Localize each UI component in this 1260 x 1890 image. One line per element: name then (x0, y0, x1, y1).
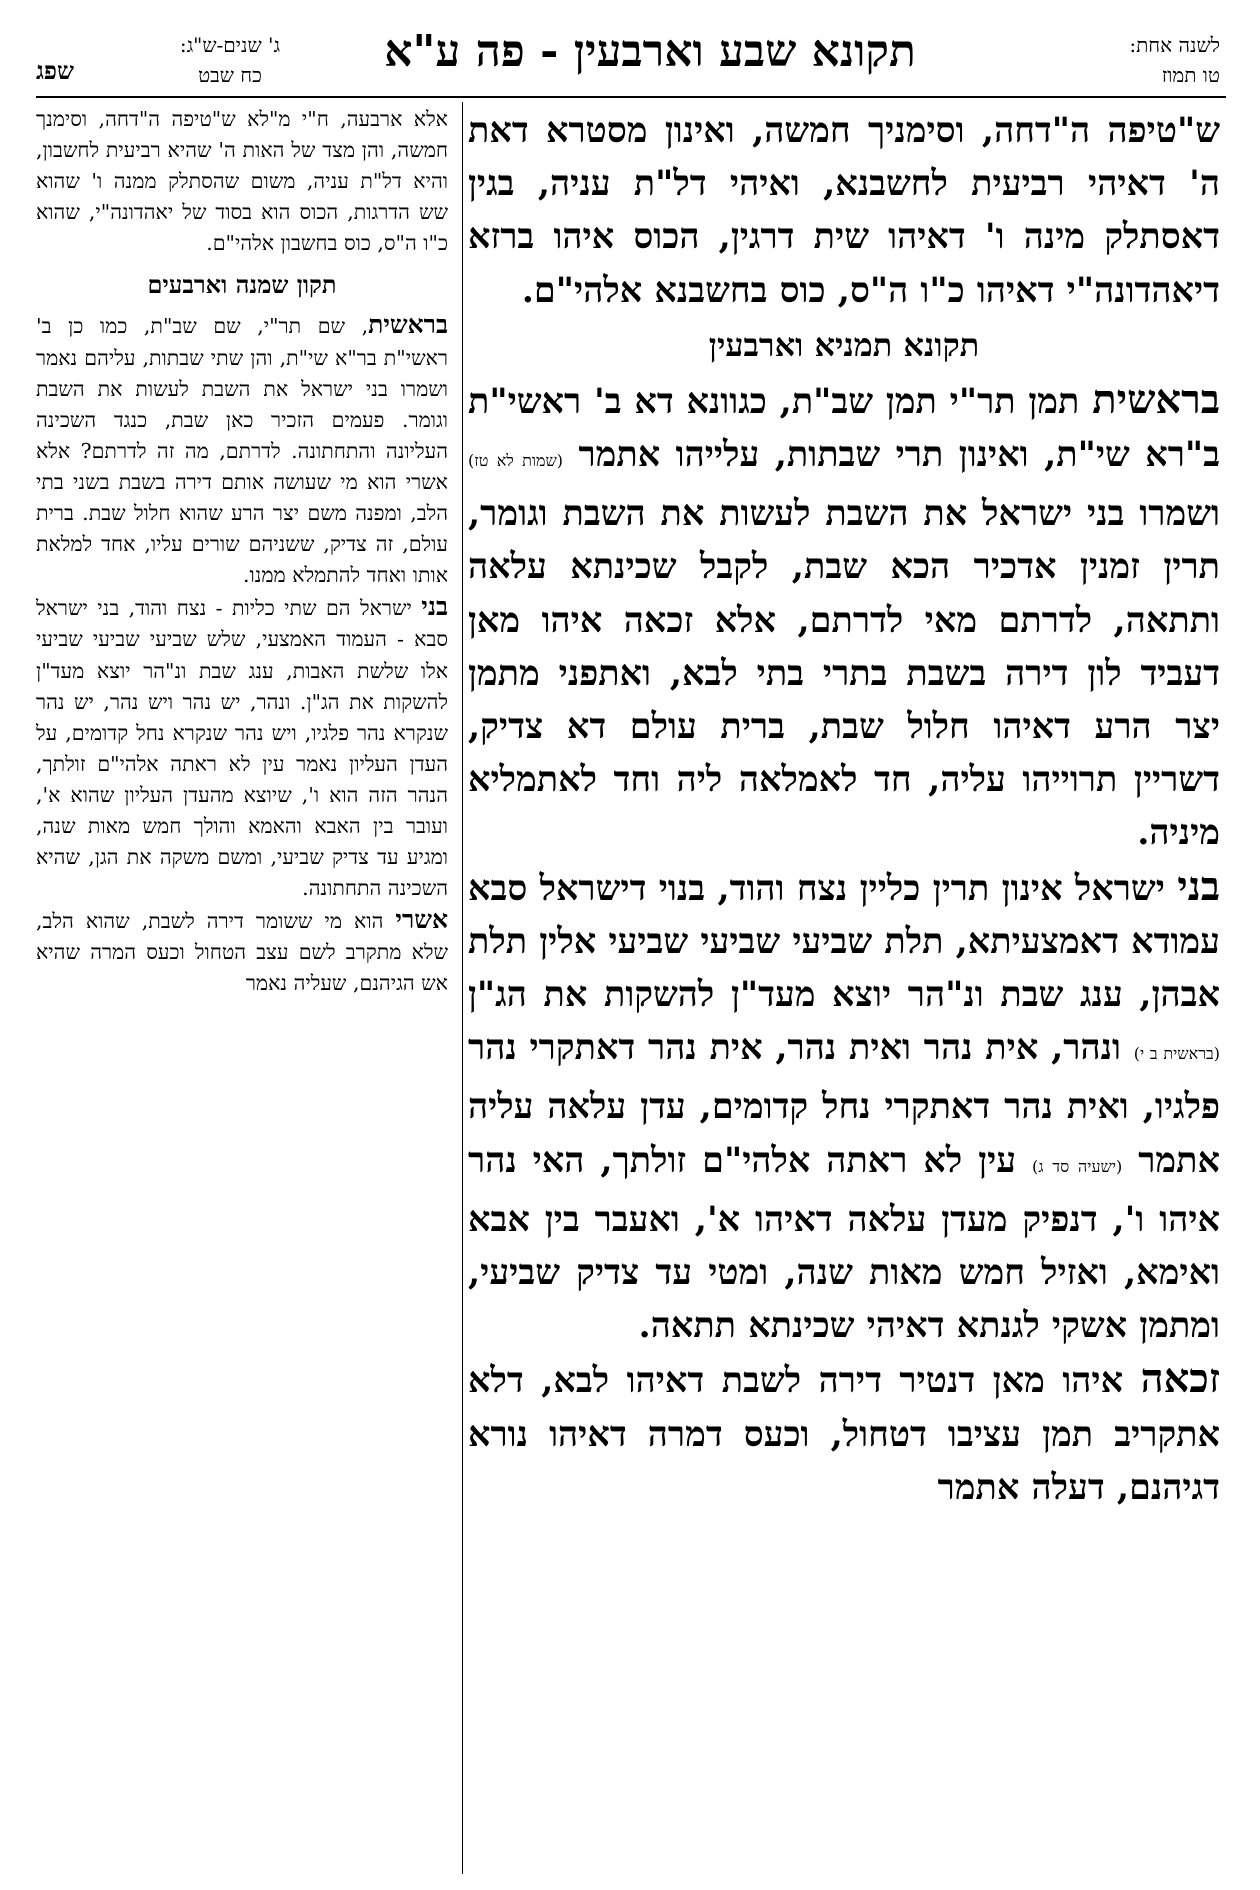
side-text-run: הוא מי ששומר דירה לשבת, שהוא הלב, שלא מתקרב לשם עצב הטחול וכעס המרה שהיא אש הגיהנם, שעליה נאמר (36, 909, 448, 996)
verse-reference: (ישעיה סד ג) (1032, 1156, 1123, 1176)
header-cycle-label: לשנה אחת: (1129, 33, 1220, 57)
side-paragraph (36, 309, 448, 591)
main-paragraph (468, 1352, 1220, 1514)
header-alt-cycle-label: ג' שנים-ש"ג: (179, 33, 281, 57)
side-lead-word: אשרי (395, 905, 448, 935)
side-paragraph: אלא ארבעה, ח"י מ"לא ש"טיפה ה"דחה, וסימנך חמשה, והן מצד של האות ה' שהיא רביעית לחשבון, והיא דל"ת עניה, משום שהסתלק ממנה ו' שהוא שש הדרגות, הכוס הוא בסוד של יאהדונה"י, שהוא כ"ו ה"ס, כוס בחשבון אלהי"ם. (36, 107, 448, 256)
header-alt-cycle-info (130, 30, 330, 90)
main-text-run: ונהר, אית נהר ואית נהר, אית נהר דאתקרי נהר פלגיו, ואית נהר דאתקרי נחל קדומים, עדן עלאה עליה אתמר (468, 1027, 1220, 1181)
main-lead-word: בני (1177, 862, 1220, 910)
main-text-run: איהו מאן דנטיר דירה לשבת דאיהו לבא, דלא אתקריב תמן עציבו דטחול, וכעס דמרה דאיהו נורא דגיהנם, דעלה אתמר (468, 1360, 1220, 1508)
side-lead-word: בראשית (368, 310, 448, 340)
side-paragraph (36, 904, 448, 999)
header-divider (36, 96, 1226, 98)
side-paragraph (36, 591, 448, 904)
verse-reference: (בראשית ב י) (1133, 1044, 1220, 1064)
side-lead-word: בני (421, 592, 448, 622)
side-text-run: ישראל הם שתי כליות - נצח והוד, בני ישראל סבא - העמוד האמצעי, שלש שביעי שביעי שביעי אלו שלשת האבות, ענג שבת ונ"הר יוצא מעד"ן להשקות את הג"ן. ונהר, יש נהר ויש נהר, יש נהר שנקרא נהר פלגיו, ויש נהר שנקרא נחל קדומים, על העדן העליון נאמר עין לא ראתה אלהי"ם זולתך, הנהר הזה הוא ו', שיוצא מהעדן העליון שהוא א', ועובר בין האבא והאמא והולך חמש מאות שנה, ומגיע עד צדיק שביעי, ומשם משקה את הגן, שהיא השכינה התחתונה. (36, 596, 448, 901)
header-date-info (1110, 30, 1220, 90)
main-text-column (468, 104, 1220, 1874)
main-text-run: ישראל אינון תרין כליין נצח והוד, בנוי דישראל סבא עמודא דאמצעיתא, תלת שביעי שביעי שביעי אלין תלת אבהן, ענג שבת ונ"הר יוצא מעד"ן להשקות את הג"ן (468, 867, 1220, 1016)
page-number: שפג (36, 56, 74, 85)
verse-reference: (שמות לא טז) (468, 451, 564, 471)
main-paragraph (468, 373, 1220, 860)
page-title: תקונא שבע וארבעין - פה ע"א (384, 26, 916, 77)
main-lead-word: בראשית (1092, 375, 1220, 423)
main-paragraph: ש"טיפה ה"דחה, וסימניך חמשה, ואינון מסטרא דאת ה' דאיהי רביעית לחשבנא, ואיהי דל"ת עניה, בגין דאסתלק מינה ו' דאיהו שית דרגין, הכוס איהו ברזא דיאהדונה"י דאיהו כ"ו ה"ס, כוס בחשבנא אלהי"ם. (468, 110, 1220, 311)
header-date: טו תמוז (1161, 63, 1220, 87)
main-text-run: עין לא ראתה אלהי"ם זולתך, האי נהר איהו ו', דנפיק מעדן עלאה דאיהו א', ואעבר בין אבא ואימא, ואזיל חמש מאות שנה, ומטי עד צדיק שביעי, ומתמן אשקי לגנתא דאיהי שכינתא תתאה. (468, 1139, 1220, 1347)
header-alt-date: כח שבט (198, 63, 262, 87)
side-text-run: , שם תר"י, שם שב"ת, כמו כן ב' ראשי"ת בר"א שי"ת, והן שתי שבתות, עליהם נאמר ושמרו בני ישראל את השבת לעשות את השבת וגומר. פעמים הזכיר כאן שבת, כנגד השכינה העליונה והתחתונה. לדרתם, מה זה לדרתם? אלא אשרי הוא מי שעושה אותם דירה בשבת בשני בתי הלב, ומפנה משם יצר הרע שהוא חלול שבת. ברית עולם, זה צדיק, ששניהם שורים עליו, אחד למלאת אותו ואחד להתמלא ממנו. (36, 314, 448, 588)
main-text-run: ושמרו בני ישראל את השבת לעשות את השבת וגומר, תרין זמנין אדכיר הכא שבת, לקבל שכינתא עלאה ותתאה, לדרתם מאי לדרתם, אלא זכאה איהו מאן דעביד לון דירה בשבת בתרי בתי לבא, ואתפני מתמן יצר הרע דאיהו חלול שבת, ברית עולם דא צדיק, דשריין תרוייהו עליה, חד לאמלאה ליה וחד לאתמליא מיניה. (468, 493, 1220, 854)
side-section-heading: תקון שמנה וארבעים (147, 270, 337, 300)
column-divider (462, 102, 463, 1874)
translation-column (36, 104, 448, 1874)
main-lead-word: זכאה (1140, 1355, 1220, 1403)
main-paragraph (468, 860, 1220, 1353)
main-text-run: תמן תר"י תמן שב"ת, כגוונא דא ב' ראשי"ת ב"רא שי"ת, ואינון תרי שבתות, עלייהו אתמר (468, 380, 1220, 476)
main-section-heading: תקונא תמניא וארבעין (708, 325, 980, 364)
